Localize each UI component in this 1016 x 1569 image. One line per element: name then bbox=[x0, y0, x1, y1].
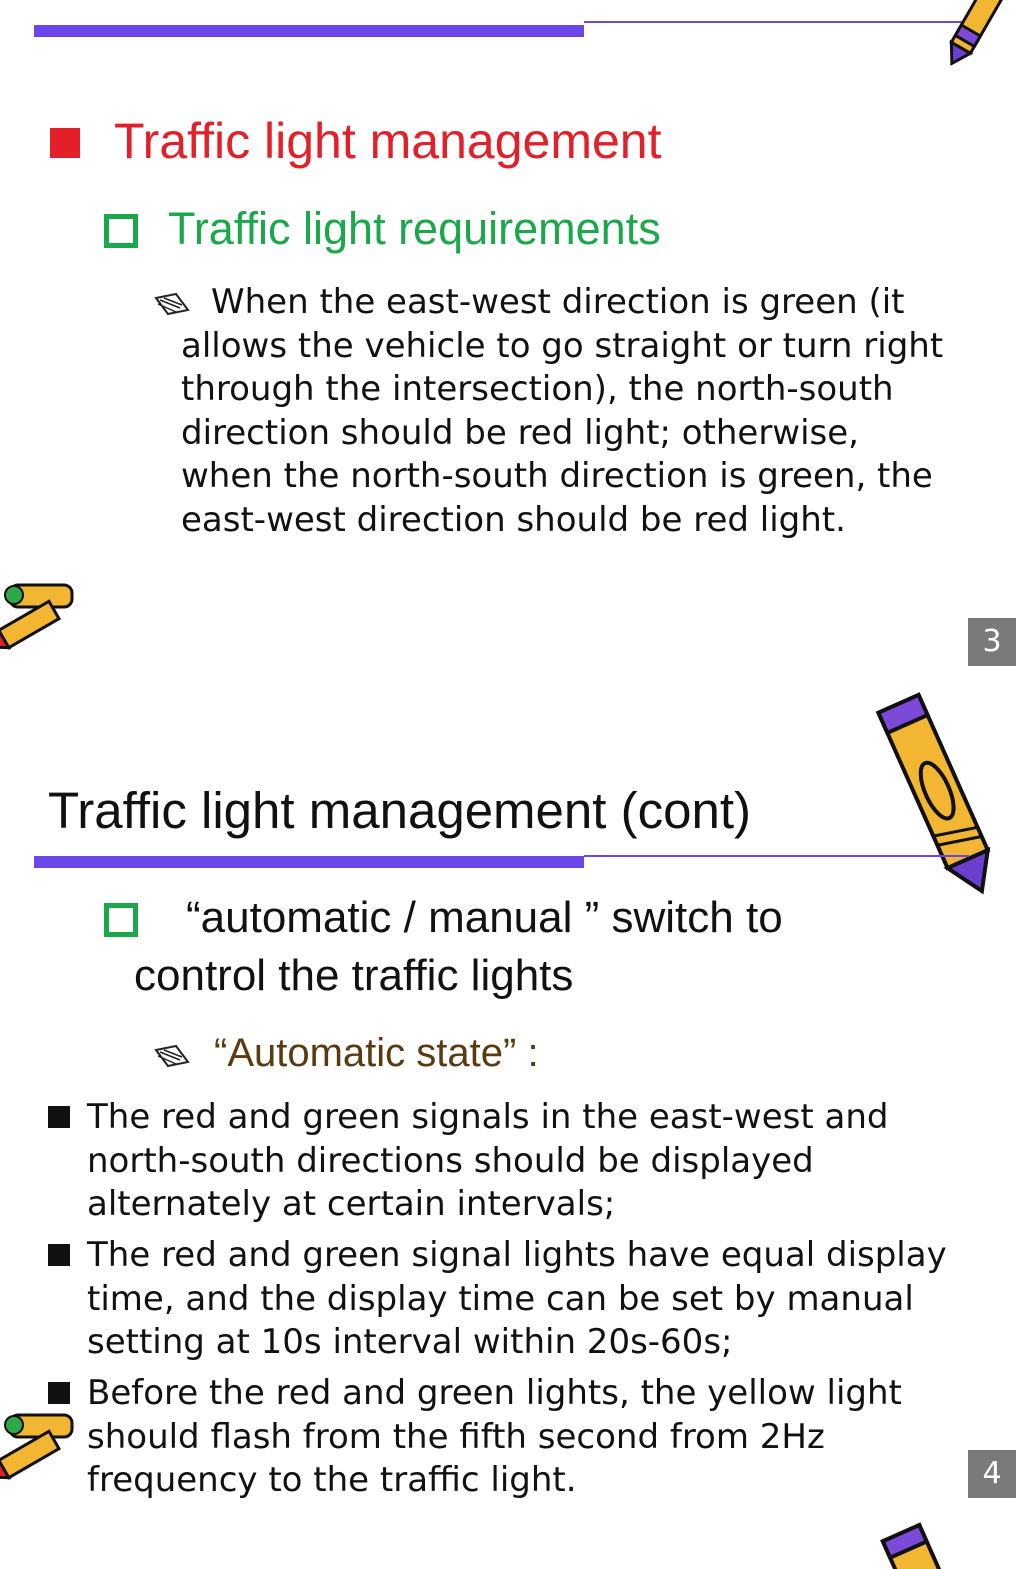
title-underline-thin bbox=[584, 21, 969, 23]
bullet-text: The red and green signals in the east-west and north-south directions should be displayed alternately at certain intervals; bbox=[87, 1097, 889, 1224]
title-underline-thick bbox=[34, 856, 584, 868]
paper-bullet-icon bbox=[154, 1044, 190, 1068]
pencil-icon bbox=[880, 1522, 950, 1569]
page-number-badge: 4 bbox=[968, 1450, 1016, 1498]
bullet-text: The red and green signal lights have equal display time, and the display time can be set by manual setting at 10s interval within 20s-60s; bbox=[87, 1235, 947, 1362]
title-underline-thin bbox=[584, 855, 969, 857]
bullet-square bbox=[48, 1244, 70, 1266]
page-number-badge: 3 bbox=[968, 618, 1016, 666]
pencil-icon bbox=[0, 575, 80, 670]
automatic-state-label: “Automatic state” : bbox=[214, 1031, 539, 1075]
switch-subheading-line1: “automatic / manual ” switch to bbox=[186, 893, 783, 942]
pencil-icon bbox=[930, 0, 1010, 70]
pencil-icon bbox=[870, 690, 1010, 905]
bullet-square bbox=[48, 1106, 70, 1128]
slide-subheading: Traffic light requirements bbox=[168, 203, 661, 254]
prev-title-remnant bbox=[60, 0, 620, 6]
subheading-bullet-square bbox=[104, 903, 138, 937]
cut-off-title-text bbox=[60, 0, 620, 6]
heading-bullet-square bbox=[50, 128, 80, 158]
title-underline-thick bbox=[34, 25, 584, 37]
bullet-text: Before the red and green lights, the yellow light should flash from the fifth second from 2Hz frequency to the traffic light. bbox=[87, 1373, 902, 1500]
pencil-icon bbox=[0, 1405, 80, 1500]
switch-subheading-line2: control the traffic lights bbox=[134, 951, 574, 1000]
slide-title: Traffic light management (cont) bbox=[48, 782, 751, 839]
requirements-paragraph: When the east-west direction is green (it allows the vehicle to go straight or turn right through the intersection), the north-south direction should be red light; otherwise, when the north-south direction is green, the east-west direction should be red light. bbox=[181, 282, 944, 540]
slide-heading: Traffic light management bbox=[114, 113, 662, 169]
bullet-square bbox=[48, 1382, 70, 1404]
subheading-bullet-square bbox=[104, 214, 138, 248]
